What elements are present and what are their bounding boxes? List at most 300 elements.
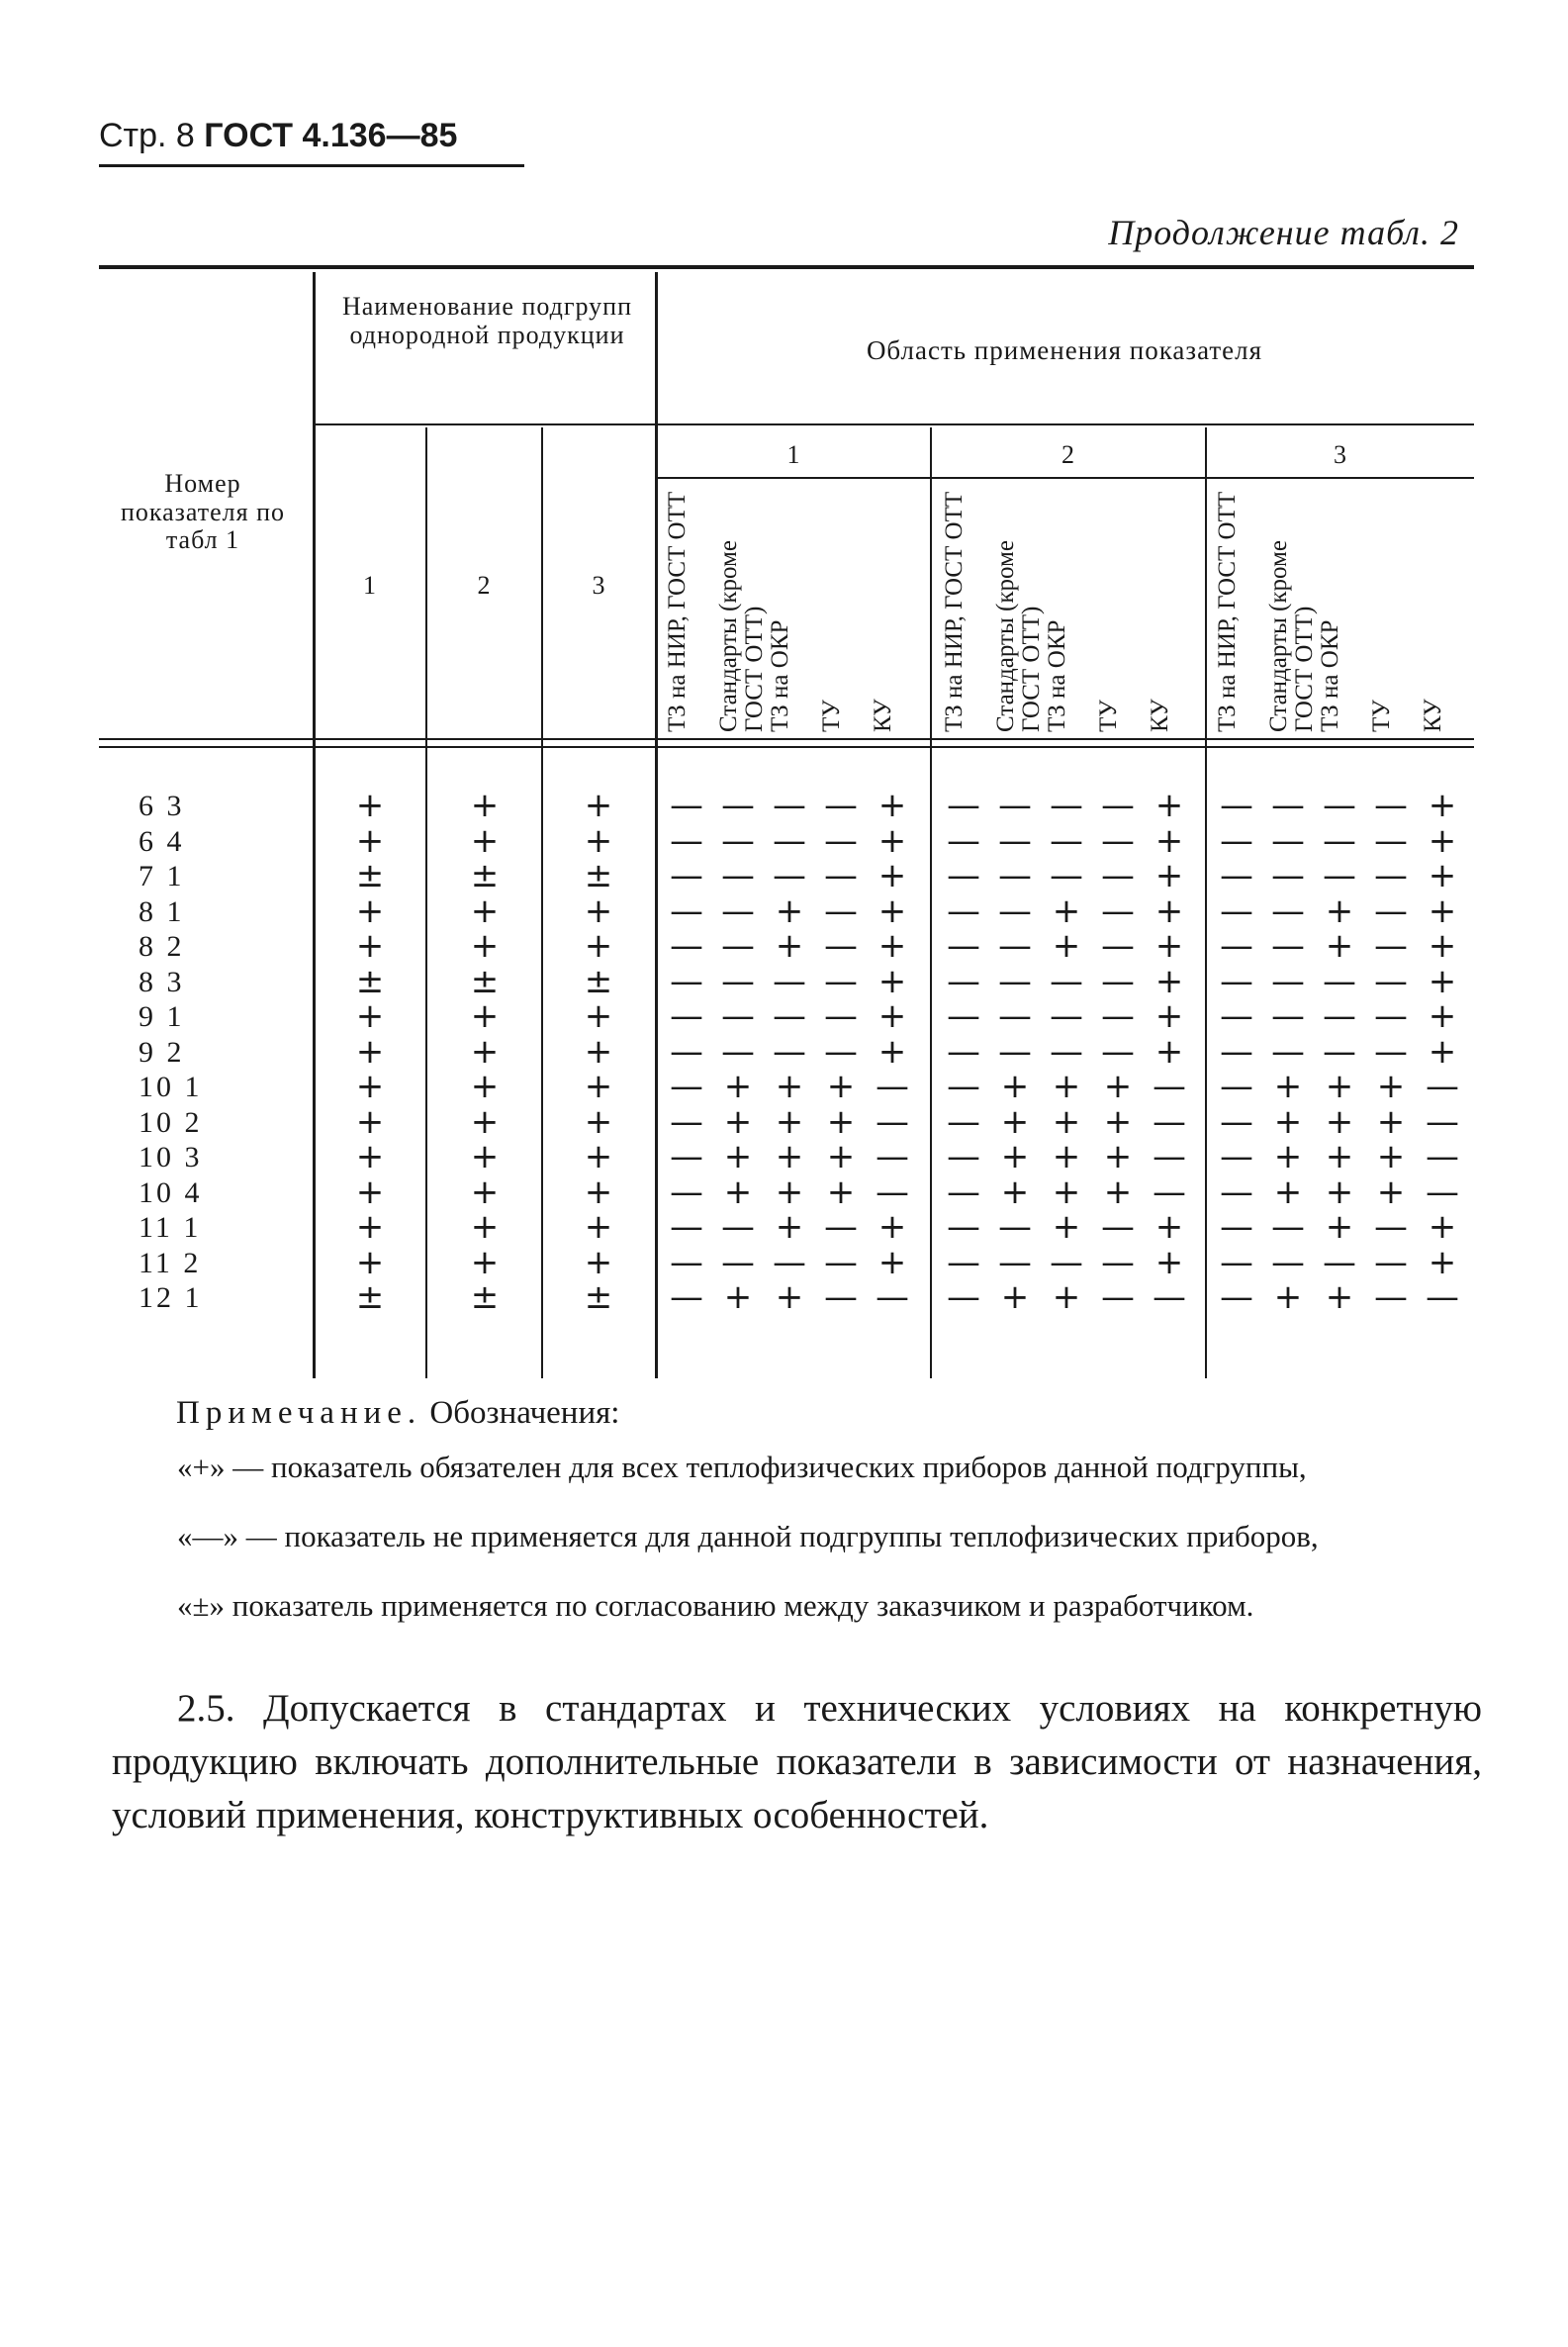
scope-col-header: ТЗ на ОКР xyxy=(767,619,793,732)
scope-cell: + xyxy=(1103,1067,1133,1106)
scope-cell: — xyxy=(1271,820,1305,861)
scope-cell: — xyxy=(1050,996,1083,1036)
subgroup-cell: + xyxy=(584,1207,613,1247)
scope-col-header: ТУ xyxy=(818,700,845,732)
scope-cell: — xyxy=(721,820,755,861)
scope-cell: — xyxy=(824,820,858,861)
scope-cell: — xyxy=(721,856,755,895)
subgroup-cell: + xyxy=(584,1067,613,1106)
header-bottom-rule xyxy=(99,738,1474,740)
row-number: 9 1 xyxy=(138,1000,185,1033)
scope-cell: — xyxy=(824,856,858,895)
scope-cell: — xyxy=(947,1137,980,1176)
subgroup-cell: + xyxy=(470,1172,500,1212)
subgroup-cell: ± xyxy=(355,856,385,895)
header-rule-groups xyxy=(655,477,1474,479)
scope-cell: — xyxy=(1374,1207,1408,1247)
scope-cell: — xyxy=(670,1101,703,1142)
scope-cell: + xyxy=(1325,1207,1354,1247)
scope-cell: — xyxy=(1101,891,1135,931)
col-divider xyxy=(425,427,427,1378)
scope-cell: — xyxy=(773,820,806,861)
scope-cell: + xyxy=(775,1172,804,1212)
scope-cell: + xyxy=(723,1067,753,1106)
subgroup-cell: + xyxy=(584,786,613,825)
scope-cell: + xyxy=(826,1137,856,1176)
subgroup-cell: ± xyxy=(470,856,500,895)
subgroup-cell: ± xyxy=(584,856,613,895)
scope-cell: — xyxy=(721,786,755,825)
header-rule-scope xyxy=(655,423,1474,425)
note-label: Примечание. xyxy=(176,1395,422,1431)
scope-cell: — xyxy=(670,1207,703,1247)
row-number: 12 1 xyxy=(138,1281,203,1314)
scope-cell: — xyxy=(947,1031,980,1072)
subgroup-cell: + xyxy=(470,1242,500,1282)
scope-col-header: ТЗ на ОКР xyxy=(1044,619,1070,732)
scope-cell: — xyxy=(1220,1242,1253,1282)
scope-cell: — xyxy=(947,996,980,1036)
scope-cell: — xyxy=(721,926,755,966)
continuation-label: Продолжение табл. 2 xyxy=(1108,213,1459,252)
scope-cell: + xyxy=(1325,1277,1354,1317)
row-number: 10 3 xyxy=(138,1141,203,1174)
scope-cell: + xyxy=(1000,1137,1030,1176)
subgroup-cell: + xyxy=(355,820,385,861)
scope-cell: — xyxy=(1220,856,1253,895)
subgroup-cell: ± xyxy=(355,1277,385,1317)
scope-cell: + xyxy=(1052,1172,1081,1212)
scope-cell: + xyxy=(1428,1242,1457,1282)
scope-cell: — xyxy=(1323,996,1356,1036)
scope-cell: — xyxy=(947,786,980,825)
scope-group-2: 2 xyxy=(1061,440,1075,469)
scope-cell: — xyxy=(947,1172,980,1212)
scope-cell: — xyxy=(824,1207,858,1247)
subgroup-cell: + xyxy=(584,926,613,966)
scope-col-header: Стандарты (кроме ГОСТ ОТТ) xyxy=(715,540,769,732)
subgroup-cell: + xyxy=(584,996,613,1036)
scope-cell: — xyxy=(998,926,1032,966)
scope-cell: — xyxy=(670,996,703,1036)
scope-cell: — xyxy=(1050,820,1083,861)
scope-cell: + xyxy=(775,891,804,931)
scope-cell: + xyxy=(775,1101,804,1142)
scope-group-1: 1 xyxy=(786,440,801,469)
row-number: 11 1 xyxy=(138,1211,202,1244)
scope-cell: + xyxy=(1052,1277,1081,1317)
scope-cell: — xyxy=(998,820,1032,861)
col-number-header: Номер показателя по табл 1 xyxy=(120,469,286,555)
scope-cell: — xyxy=(824,786,858,825)
scope-cell: — xyxy=(1153,1101,1186,1142)
scope-cell: — xyxy=(1153,1277,1186,1317)
scope-cell: + xyxy=(1154,1207,1184,1247)
subgroup-cell: + xyxy=(355,786,385,825)
scope-cell: + xyxy=(1428,926,1457,966)
scope-cell: — xyxy=(1220,891,1253,931)
subgroup-cell: + xyxy=(584,891,613,931)
subgroup-cell: ± xyxy=(584,1277,613,1317)
scope-cell: — xyxy=(670,820,703,861)
scope-cell: + xyxy=(1000,1277,1030,1317)
scope-cell: + xyxy=(1273,1101,1303,1142)
subgroup-cell: + xyxy=(584,820,613,861)
scope-cell: + xyxy=(1325,1137,1354,1176)
scope-cell: — xyxy=(670,926,703,966)
scope-cell: + xyxy=(877,1242,907,1282)
subgroup-cell: + xyxy=(355,1242,385,1282)
subgroup-cell: + xyxy=(470,1137,500,1176)
subgroup-cell: ± xyxy=(470,1277,500,1317)
scope-cell: + xyxy=(1154,926,1184,966)
scope-cell: + xyxy=(826,1101,856,1142)
scope-cell: — xyxy=(670,856,703,895)
scope-col-header: ТУ xyxy=(1095,700,1122,732)
scope-cell: + xyxy=(877,786,907,825)
scope-cell: — xyxy=(1220,961,1253,1001)
note-item-plus: «+» — показатель обязателен для всех теплофизических приборов данной подгруппы, xyxy=(177,1450,1307,1484)
scope-cell: — xyxy=(998,961,1032,1001)
scope-cell: — xyxy=(773,856,806,895)
scope-cell: — xyxy=(1220,1031,1253,1072)
scope-col-header: ТЗ на ОКР xyxy=(1317,619,1343,732)
scope-cell: — xyxy=(721,1207,755,1247)
scope-cell: — xyxy=(1101,996,1135,1036)
subgroup-cell: + xyxy=(355,1137,385,1176)
scope-cell: — xyxy=(1101,961,1135,1001)
scope-cell: — xyxy=(824,1242,858,1282)
scope-cell: — xyxy=(998,856,1032,895)
scope-cell: + xyxy=(1428,996,1457,1036)
page-label: Стр. 8 xyxy=(99,117,195,154)
subgroup-cell: + xyxy=(470,820,500,861)
scope-cell: — xyxy=(876,1137,909,1176)
scope-cell: — xyxy=(1271,1031,1305,1072)
scope-cell: — xyxy=(1323,1031,1356,1072)
scope-cell: — xyxy=(947,820,980,861)
scope-cell: — xyxy=(1050,961,1083,1001)
scope-cell: — xyxy=(998,1242,1032,1282)
subgroup-cell: + xyxy=(470,1101,500,1142)
scope-cell: — xyxy=(1323,1242,1356,1282)
header-bottom-rule xyxy=(99,746,1474,748)
scope-cell: — xyxy=(1426,1137,1459,1176)
row-number: 10 1 xyxy=(138,1071,203,1103)
scope-cell: + xyxy=(1273,1277,1303,1317)
scope-cell: — xyxy=(1220,1101,1253,1142)
scope-cell: + xyxy=(877,961,907,1001)
scope-cell: — xyxy=(947,1242,980,1282)
subgroup-cell: + xyxy=(584,1101,613,1142)
scope-cell: — xyxy=(670,1277,703,1317)
scope-cell: + xyxy=(1325,926,1354,966)
scope-cell: — xyxy=(721,1242,755,1282)
subgroup-cell: + xyxy=(355,996,385,1036)
subgroup-cell: + xyxy=(584,1137,613,1176)
scope-cell: — xyxy=(998,786,1032,825)
subgroup-col-1: 1 xyxy=(363,571,377,600)
scope-col-header: ТЗ на НИР, ГОСТ ОТТ xyxy=(1214,491,1241,732)
scope-cell: — xyxy=(824,926,858,966)
subgroup-cell: + xyxy=(355,1101,385,1142)
scope-cell: + xyxy=(1428,856,1457,895)
scope-cell: — xyxy=(824,1031,858,1072)
row-number: 6 4 xyxy=(138,824,185,858)
scope-cell: — xyxy=(1323,961,1356,1001)
scope-cell: — xyxy=(1374,891,1408,931)
scope-cell: + xyxy=(723,1101,753,1142)
subgroup-cell: + xyxy=(584,1242,613,1282)
scope-col-header: КУ xyxy=(870,699,896,732)
scope-cell: — xyxy=(824,961,858,1001)
standard-number: ГОСТ 4.136—85 xyxy=(204,117,458,154)
scope-cell: — xyxy=(1271,786,1305,825)
scope-cell: — xyxy=(670,961,703,1001)
scope-cell: — xyxy=(1271,891,1305,931)
scope-cell: + xyxy=(1273,1067,1303,1106)
scope-cell: — xyxy=(670,786,703,825)
scope-cell: + xyxy=(723,1172,753,1212)
scope-cell: + xyxy=(1052,1067,1081,1106)
scope-cell: + xyxy=(877,820,907,861)
scope-cell: — xyxy=(1101,1031,1135,1072)
scope-cell: — xyxy=(998,1207,1032,1247)
scope-col-header: КУ xyxy=(1420,699,1446,732)
scope-cell: + xyxy=(1325,1101,1354,1142)
scope-cell: — xyxy=(1153,1137,1186,1176)
scope-cell: — xyxy=(1271,926,1305,966)
scope-cell: + xyxy=(775,1277,804,1317)
scope-cell: + xyxy=(1428,891,1457,931)
scope-cell: — xyxy=(773,996,806,1036)
scope-cell: + xyxy=(1428,1031,1457,1072)
scope-cell: + xyxy=(1154,786,1184,825)
paragraph-2-5: 2.5. Допускается в стандартах и технических условиях на конкретную продукцию включать дополнительные показатели в зависимости от назначения, условий применения, конструктивных особенностей. xyxy=(112,1687,1482,1836)
note-title xyxy=(176,1395,619,1432)
scope-cell: + xyxy=(1103,1137,1133,1176)
scope-col-header: ТЗ на НИР, ГОСТ ОТТ xyxy=(664,491,691,732)
note-title-rest: Обозначения: xyxy=(429,1395,620,1431)
scope-cell: — xyxy=(1426,1277,1459,1317)
scope-cell: — xyxy=(773,786,806,825)
scope-cell: + xyxy=(877,891,907,931)
scope-cell: — xyxy=(1220,786,1253,825)
note-item-plusminus: «±» показатель применяется по согласованию между заказчиком и разработчиком. xyxy=(177,1588,1254,1623)
scope-cell: — xyxy=(1374,961,1408,1001)
scope-cell: — xyxy=(1101,1242,1135,1282)
scope-cell: — xyxy=(876,1277,909,1317)
scope-cell: + xyxy=(1154,856,1184,895)
scope-col-header: ТЗ на НИР, ГОСТ ОТТ xyxy=(941,491,968,732)
scope-cell: + xyxy=(1154,891,1184,931)
scope-cell: + xyxy=(877,1031,907,1072)
scope-cell: — xyxy=(1101,1207,1135,1247)
scope-header: Область применения показателя xyxy=(866,335,1263,365)
row-number: 11 2 xyxy=(138,1246,202,1279)
scope-cell: — xyxy=(876,1067,909,1106)
scope-cell: + xyxy=(1376,1101,1406,1142)
scope-cell: — xyxy=(876,1172,909,1212)
scope-cell: — xyxy=(824,891,858,931)
scope-cell: + xyxy=(877,926,907,966)
scope-cell: + xyxy=(826,1067,856,1106)
scope-cell: — xyxy=(1050,1242,1083,1282)
scope-cell: + xyxy=(775,1207,804,1247)
scope-cell: + xyxy=(1154,996,1184,1036)
scope-cell: — xyxy=(947,1101,980,1142)
scope-cell: — xyxy=(1153,1067,1186,1106)
scope-cell: — xyxy=(1271,996,1305,1036)
scope-group-3: 3 xyxy=(1334,440,1347,469)
scope-cell: — xyxy=(1220,820,1253,861)
scope-cell: + xyxy=(723,1277,753,1317)
scope-cell: + xyxy=(775,1067,804,1106)
scope-cell: — xyxy=(1374,926,1408,966)
subgroup-cell: + xyxy=(584,1172,613,1212)
scope-cell: — xyxy=(947,961,980,1001)
scope-cell: — xyxy=(947,891,980,931)
subgroup-cell: ± xyxy=(584,961,613,1001)
subgroup-cell: + xyxy=(355,891,385,931)
scope-cell: — xyxy=(998,996,1032,1036)
subgroup-col-2: 2 xyxy=(477,571,492,600)
scope-cell: — xyxy=(1220,1172,1253,1212)
scope-cell: — xyxy=(824,1277,858,1317)
scope-cell: — xyxy=(1323,856,1356,895)
scope-cell: + xyxy=(1052,1137,1081,1176)
row-number: 8 3 xyxy=(138,965,185,998)
scope-cell: — xyxy=(1050,1031,1083,1072)
scope-cell: — xyxy=(1374,786,1408,825)
col-divider xyxy=(655,272,658,1378)
scope-cell: — xyxy=(1374,856,1408,895)
subgroup-header: Наименование подгрупп однородной продукции xyxy=(341,292,633,349)
scope-cell: + xyxy=(877,996,907,1036)
scope-cell: + xyxy=(877,1207,907,1247)
scope-cell: — xyxy=(947,1067,980,1106)
scope-cell: — xyxy=(1271,961,1305,1001)
scope-cell: + xyxy=(1376,1137,1406,1176)
scope-cell: + xyxy=(1428,820,1457,861)
scope-cell: — xyxy=(670,1242,703,1282)
page-header xyxy=(99,117,457,155)
scope-cell: + xyxy=(1052,926,1081,966)
scope-cell: — xyxy=(1220,1137,1253,1176)
subgroup-cell: + xyxy=(470,1207,500,1247)
row-number: 10 2 xyxy=(138,1105,203,1139)
row-number: 8 2 xyxy=(138,930,185,963)
subgroup-cell: + xyxy=(470,926,500,966)
subgroup-cell: + xyxy=(470,996,500,1036)
subgroup-cell: + xyxy=(470,1067,500,1106)
scope-cell: + xyxy=(1000,1101,1030,1142)
scope-col-header: ТУ xyxy=(1368,700,1395,732)
subgroup-cell: + xyxy=(355,926,385,966)
scope-cell: — xyxy=(1101,786,1135,825)
scope-cell: + xyxy=(1052,1207,1081,1247)
header-rule xyxy=(99,164,524,167)
scope-cell: — xyxy=(1374,820,1408,861)
scope-cell: + xyxy=(1103,1172,1133,1212)
scope-cell: — xyxy=(773,1242,806,1282)
scope-cell: + xyxy=(1273,1137,1303,1176)
scope-cell: — xyxy=(1426,1101,1459,1142)
scope-cell: — xyxy=(721,1031,755,1072)
subgroup-cell: ± xyxy=(470,961,500,1001)
col-divider xyxy=(1205,427,1207,1378)
scope-cell: + xyxy=(1273,1172,1303,1212)
scope-cell: — xyxy=(670,1137,703,1176)
subgroup-cell: + xyxy=(355,1172,385,1212)
scope-cell: + xyxy=(1325,1067,1354,1106)
scope-cell: — xyxy=(670,891,703,931)
row-number: 10 4 xyxy=(138,1175,203,1209)
scope-cell: — xyxy=(773,961,806,1001)
scope-cell: — xyxy=(824,996,858,1036)
scope-cell: — xyxy=(670,1067,703,1106)
scope-cell: + xyxy=(1325,1172,1354,1212)
scope-cell: + xyxy=(826,1172,856,1212)
scope-cell: + xyxy=(1376,1172,1406,1212)
scope-cell: — xyxy=(1374,1031,1408,1072)
scope-cell: — xyxy=(721,961,755,1001)
scope-cell: — xyxy=(947,926,980,966)
scope-cell: — xyxy=(1426,1067,1459,1106)
col-divider xyxy=(930,427,932,1378)
scope-cell: — xyxy=(1374,1242,1408,1282)
scope-cell: + xyxy=(775,926,804,966)
scope-cell: + xyxy=(1154,1242,1184,1282)
scope-cell: — xyxy=(721,891,755,931)
scope-cell: — xyxy=(670,1172,703,1212)
scope-cell: — xyxy=(1050,856,1083,895)
scope-cell: — xyxy=(1153,1172,1186,1212)
scope-cell: + xyxy=(1325,891,1354,931)
scope-cell: + xyxy=(1154,1031,1184,1072)
scope-cell: + xyxy=(1428,1207,1457,1247)
scope-cell: — xyxy=(1271,1207,1305,1247)
subgroup-cell: + xyxy=(355,1067,385,1106)
table-top-rule xyxy=(99,265,1474,269)
scope-cell: — xyxy=(947,1277,980,1317)
scope-cell: — xyxy=(947,856,980,895)
scope-cell: + xyxy=(1052,1101,1081,1142)
scope-col-header: Стандарты (кроме ГОСТ ОТТ) xyxy=(992,540,1046,732)
scope-cell: + xyxy=(1154,820,1184,861)
scope-cell: — xyxy=(1374,1277,1408,1317)
scope-cell: — xyxy=(998,891,1032,931)
scope-cell: — xyxy=(1374,996,1408,1036)
scope-cell: — xyxy=(1323,820,1356,861)
scope-cell: — xyxy=(1101,1277,1135,1317)
note-item-dash: «—» — показатель не применяется для данной подгруппы теплофизических приборов, xyxy=(177,1519,1319,1553)
scope-cell: — xyxy=(947,1207,980,1247)
subgroup-cell: ± xyxy=(355,961,385,1001)
row-number: 6 3 xyxy=(138,790,185,822)
scope-cell: — xyxy=(1050,786,1083,825)
subgroup-cell: + xyxy=(584,1031,613,1072)
scope-cell: — xyxy=(1101,926,1135,966)
scope-cell: + xyxy=(775,1137,804,1176)
scope-cell: + xyxy=(1000,1172,1030,1212)
col-divider xyxy=(541,427,543,1378)
subgroup-cell: + xyxy=(470,891,500,931)
scope-cell: — xyxy=(670,1031,703,1072)
row-number: 7 1 xyxy=(138,860,185,892)
subgroup-cell: + xyxy=(470,1031,500,1072)
scope-cell: — xyxy=(1220,1277,1253,1317)
